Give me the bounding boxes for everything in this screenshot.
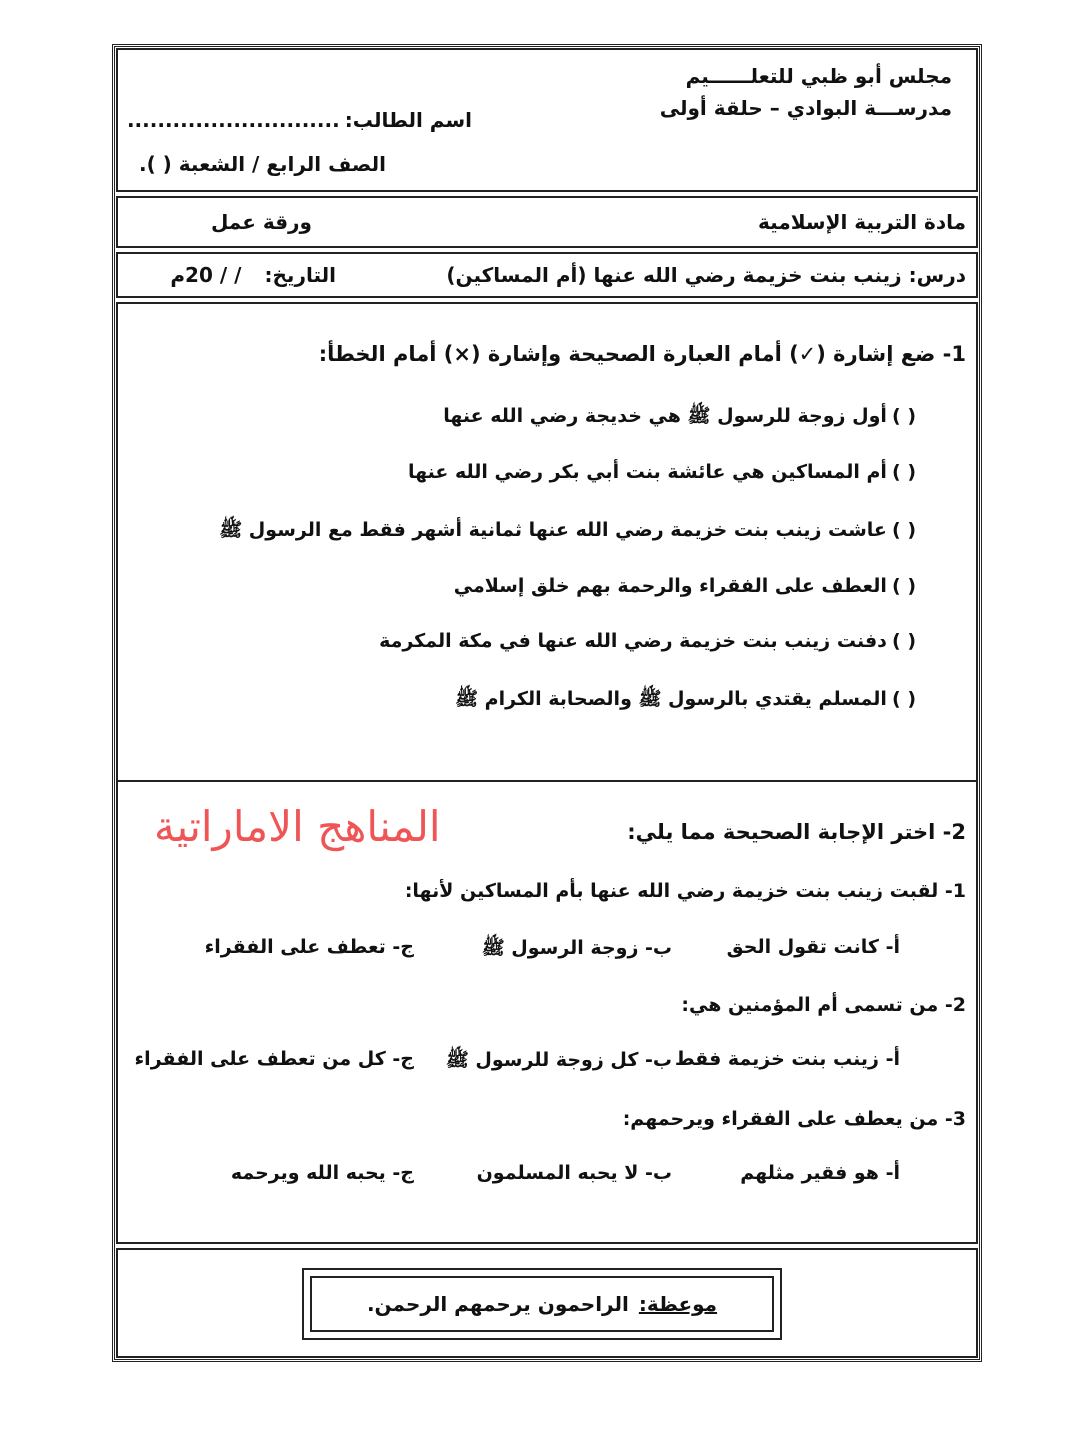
mcq-option-a[interactable]: أ- زينب بنت خزيمة فقط bbox=[674, 1048, 900, 1070]
statement-row bbox=[454, 575, 916, 597]
student-name-label: اسم الطالب: bbox=[344, 108, 472, 132]
question-2-box bbox=[116, 782, 978, 1244]
statement-row bbox=[219, 518, 916, 546]
statement-row bbox=[408, 461, 916, 483]
mcq-option-c[interactable]: ج- تعطف على الفقراء bbox=[204, 936, 414, 958]
watermark-text: المناهج الاماراتية bbox=[154, 802, 441, 851]
statement-text: أول زوجة للرسول ﷺ هي خديجة رضي الله عنها bbox=[443, 405, 887, 427]
statement-row bbox=[455, 687, 916, 715]
lesson-row bbox=[116, 252, 978, 298]
date-value: / / 20م bbox=[170, 263, 242, 287]
answer-bracket[interactable]: ( ) bbox=[892, 630, 916, 652]
mcq-option-c[interactable]: ج- يحبه الله ويرحمه bbox=[230, 1162, 414, 1184]
motto-text: الراحمون يرحمهم الرحمن. bbox=[366, 1292, 629, 1316]
date-field bbox=[170, 263, 336, 287]
motto-label: موعظة: bbox=[638, 1292, 718, 1316]
student-name-field[interactable] bbox=[127, 108, 472, 132]
worksheet-title: ورقة عمل bbox=[210, 210, 312, 234]
statement-text: عاشت زينب بنت خزيمة رضي الله عنها ثمانية أشهر فقط مع الرسول ﷺ bbox=[219, 519, 887, 541]
motto-frame bbox=[302, 1268, 782, 1340]
subject-title: مادة التربية الإسلامية bbox=[758, 210, 966, 234]
mcq-question: 1- لقبت زينب بنت خزيمة رضي الله عنها بأم المساكين لأنها: bbox=[404, 880, 966, 902]
date-label: التاريخ: bbox=[264, 263, 336, 287]
mcq-question: 2- من تسمى أم المؤمنين هي: bbox=[681, 994, 966, 1016]
statement-text: أم المساكين هي عائشة بنت أبي بكر رضي الله عنها bbox=[407, 461, 887, 483]
answer-bracket[interactable]: ( ) bbox=[892, 688, 916, 710]
statement-text: العطف على الفقراء والرحمة بهم خلق إسلامي bbox=[453, 575, 887, 597]
statement-row bbox=[379, 630, 916, 652]
school-name: مدرســـة البوادي – حلقة أولى bbox=[659, 96, 952, 120]
grade-section: الصف الرابع / الشعبة ( ). bbox=[138, 152, 386, 176]
answer-bracket[interactable]: ( ) bbox=[892, 461, 916, 483]
motto-box bbox=[310, 1276, 774, 1332]
question-1-title: 1- ضع إشارة (✓) أمام العبارة الصحيحة وإشارة (×) أمام الخطأ: bbox=[318, 342, 966, 366]
answer-bracket[interactable]: ( ) bbox=[892, 575, 916, 597]
answer-bracket[interactable]: ( ) bbox=[892, 519, 916, 541]
student-name-dots: ............................ bbox=[126, 108, 340, 132]
mcq-option-a[interactable]: أ- كانت تقول الحق bbox=[726, 936, 900, 958]
mcq-question: 3- من يعطف على الفقراء ويرحمهم: bbox=[622, 1108, 966, 1130]
subject-row bbox=[116, 196, 978, 248]
mcq-option-c[interactable]: ج- كل من تعطف على الفقراء bbox=[134, 1048, 414, 1070]
statement-text: المسلم يقتدي بالرسول ﷺ والصحابة الكرام ﷺ bbox=[455, 688, 887, 710]
lesson-title: درس: زينب بنت خزيمة رضي الله عنها (أم المساكين) bbox=[446, 263, 966, 287]
mcq-option-b[interactable]: ب- لا يحبه المسلمون bbox=[476, 1162, 672, 1184]
question-2-title: 2- اختر الإجابة الصحيحة مما يلي: bbox=[627, 820, 966, 844]
answer-bracket[interactable]: ( ) bbox=[892, 405, 916, 427]
question-1-box bbox=[116, 302, 978, 782]
statement-row bbox=[443, 404, 916, 432]
statement-text: دفنت زينب بنت خزيمة رضي الله عنها في مكة المكرمة bbox=[379, 630, 887, 652]
mcq-option-a[interactable]: أ- هو فقير مثلهم bbox=[740, 1162, 900, 1184]
header-box bbox=[116, 48, 978, 192]
mcq-option-b[interactable]: ب- كل زوجة للرسول ﷺ bbox=[445, 1049, 672, 1071]
mcq-option-b[interactable]: ب- زوجة الرسول ﷺ bbox=[481, 937, 672, 959]
council-name: مجلس أبو ظبي للتعلــــــيم bbox=[685, 64, 952, 88]
